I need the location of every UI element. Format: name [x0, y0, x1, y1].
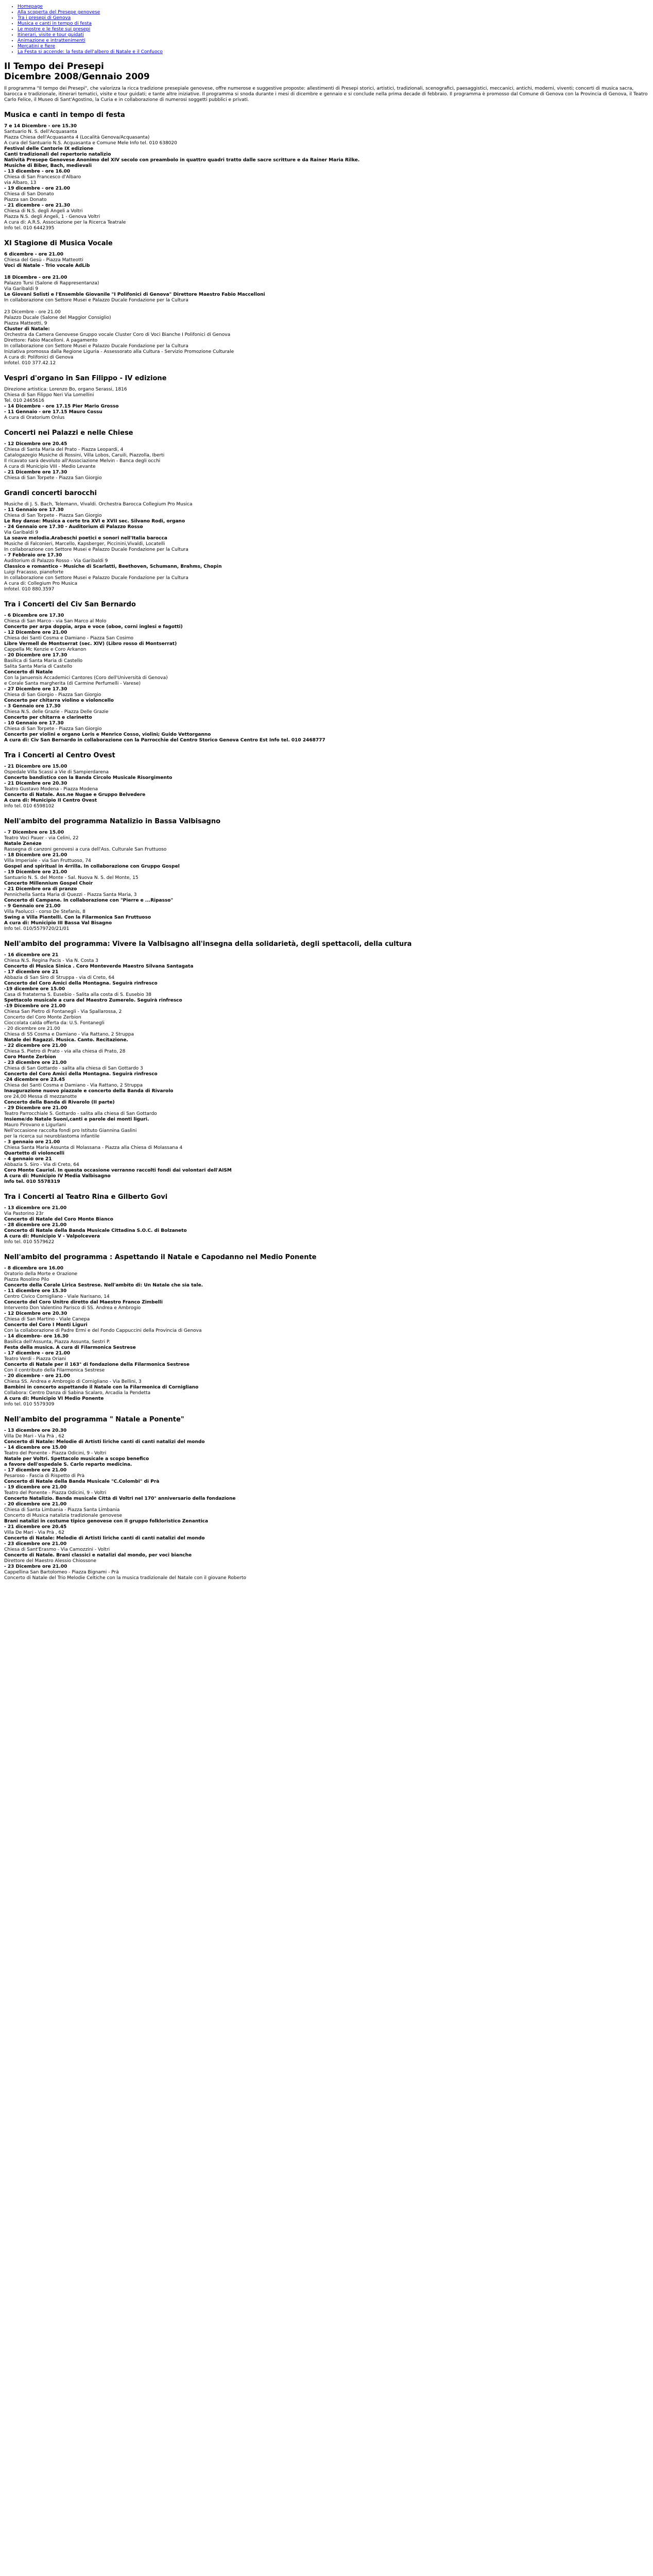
event-line: A cura di: Municipio III Bassa Val Bisagno — [4, 921, 112, 926]
event-line: A cura di: Municipio IV Media Valbisagno — [4, 1174, 111, 1179]
event-line: via Albaro, 13 — [4, 180, 37, 185]
event-line: - 21 Dicembre ore 15.00 — [4, 764, 67, 769]
event-line: Chiesa di SS Cosma e Damiano - Via Rattano, 2 Struppa — [4, 1032, 134, 1037]
event-line: Concerto di Natale per il 163° di fondazione della Filarmonica Sestrese — [4, 1362, 190, 1367]
event-line: Info tel. 010 6442395 — [4, 226, 55, 231]
nav-link[interactable]: Musica e canti in tempo di festa — [18, 21, 92, 26]
event-line: Infotel. 010 377.42.12 — [4, 361, 56, 366]
event-line: Concerto per violini e organo Loris e Menrico Cosso, violini; Guido Vettorganno — [4, 732, 211, 737]
event-line: Chiesa SS. Andrea e Ambrogio di Cornigliano - Via Bellini, 3 — [4, 1379, 142, 1384]
event-line: Musiche di J. S. Bach, Telemann, Vivaldi. Orchestra Barocca Collegium Pro Musica — [4, 502, 193, 507]
event-line: Cappellina San Bartolomeo - Piazza Bignami - Prà — [4, 1570, 119, 1575]
event-line: - 13 dicembre ore 20.30 — [4, 1428, 67, 1433]
section-heading: Tra i Concerti al Teatro Rina e Gilberto Govi — [4, 1193, 168, 1201]
event-block — [4, 1206, 649, 1245]
nav-item — [18, 38, 649, 44]
nav-link[interactable]: Itinerari, visite e tour guidati — [18, 32, 84, 38]
event-line: Cioccolata calda offerta da: U.S. Fontanegli — [4, 1021, 105, 1026]
event-line: In collaborazione con Settore Musei e Palazzo Ducale Fondazione per la Cultura — [4, 575, 188, 581]
event-line: Chiesa di N.S. degli Angeli a Voltri — [4, 209, 83, 214]
section-heading: Grandi concerti barocchi — [4, 489, 97, 497]
event-line: Coro Monte Zerbion — [4, 1055, 56, 1060]
event-line: Collabora: Centro Danza di Sabina Scalaro, Arcadia la Pendetta — [4, 1391, 151, 1396]
event-line: Teatro Verdi - Piazza Oriani — [4, 1357, 66, 1362]
nav-item — [18, 10, 649, 15]
event-line: Concerto di Natale: Melodie di Artisti liriche canti di canti natalizi del mondo — [4, 1536, 205, 1541]
event-block — [4, 613, 649, 743]
event-line: - 8 dicembre ore 16.00 — [4, 1266, 64, 1271]
event-line: 18 Dicembre - ore 21.00 — [4, 275, 67, 280]
event-line: Direzione artistica: Lorenzo Bo, organo Serassi, 1816 — [4, 387, 127, 392]
event-line: Concerto Natalizio. Banda musicale Città di Voltri nel 170° anniversario della fondazione — [4, 1496, 236, 1501]
event-line: Voci di Natale - Trio vocale AdLib — [4, 263, 90, 268]
event-line: Catalogazegio Musiche di Rossini, Villa Lobos, Caruili, Piazzolla, Iberti — [4, 453, 165, 458]
event-line: - 11 Gennaio - ore 17.15 Mauro Cossu — [4, 410, 102, 415]
event-line: Piazza Matteotti, 9 — [4, 321, 47, 326]
event-line: Inaugurazione nuovo piazzale e concerto della Banda di Rivarolo — [4, 1089, 174, 1094]
event-line: Concerto della Corale Lirica Sestrese. Nell'ambito di: Un Natale che sia tale. — [4, 1283, 203, 1288]
event-line: Con la collaborazione di Padre Ermi e del Fondo Cappuccini della Provincia di Genova — [4, 1328, 202, 1333]
event-line: Intervento Don Valentino Parisco di SS. Andrea e Ambrogio — [4, 1306, 141, 1311]
event-line: Concerto del Coro Unitre diretto dal Maestro Franco Zimbelli — [4, 1300, 163, 1305]
event-line: Cluster di Natale: — [4, 327, 50, 332]
event-line: Piazza Rosolino Pilo — [4, 1277, 49, 1282]
event-line: Iniziativa promossa dalla Regione Liguria - Assessorato alla Cultura - Servizio Promozione Culturale — [4, 349, 234, 354]
event-line: per la ricerca sui neuroblastoma infantile — [4, 1134, 100, 1139]
event-line: La soave melodia.Arabeschi poetici e sonori nell'Italia barocca — [4, 536, 167, 541]
section-heading: Nell'ambito del programma " Natale a Ponente" — [4, 1416, 184, 1423]
top-navigation — [4, 4, 649, 55]
event-line: Concerto bandistico con la Banda Circolo Musicale Risorgimento — [4, 775, 173, 781]
event-line: ore 24,00 Messa di mezzanotte — [4, 1094, 77, 1099]
event-line: - 19 dicembre - ore 21.00 — [4, 186, 71, 191]
event-line: - 16 dicembre ore 21 — [4, 953, 59, 958]
event-line: - 29 Dicembre ore 21.00 — [4, 1106, 67, 1111]
event-line: - 17 dicembre ore 21 — [4, 970, 59, 975]
event-line: - 4 gennaio ore 21 — [4, 1157, 52, 1162]
event-line: Villa De Mari - Via Prà , 62 — [4, 1434, 64, 1439]
event-line: - 21 Dicembre ore 17.30 — [4, 470, 67, 475]
event-line: Insieme/do Natale Suoni,canti e parole dei monti liguri. — [4, 1117, 149, 1122]
section-heading: Concerti nei Palazzi e nelle Chiese — [4, 429, 133, 437]
event-line: Con il contributo della Filarmonica Sestrese — [4, 1368, 105, 1373]
event-line: - 14 Dicembre - ore 17.15 Pier Mario Grosso — [4, 404, 119, 409]
event-line: - 3 Gennaio ore 17.30 — [4, 704, 61, 709]
event-block — [4, 275, 649, 303]
event-line: Chiesa di San Torpete - Piazza San Giorgio — [4, 726, 102, 732]
event-line: Oratorio della Morte e Orazione — [4, 1272, 78, 1277]
event-line: - 27 Dicembre ore 17.30 — [4, 687, 67, 692]
event-line: Rassegna di canzoni genovesi a cura dell'Ass. Culturale San Fruttuoso — [4, 847, 167, 852]
event-line: A cura di: Municipio VI Medio Ponente — [4, 1396, 104, 1401]
event-line: - 20 dicembre ore 21.00 — [4, 1026, 60, 1031]
nav-link[interactable]: Animazione e intrattenimenti — [18, 38, 85, 43]
nav-link[interactable]: Mercatini e fiere — [18, 44, 56, 49]
event-line: Chiesa di San Torpete - Piazza San Giorgio — [4, 513, 102, 518]
event-line: Concerto per chitarra violino e violoncello — [4, 698, 114, 703]
event-line: Concerto di Natale — [4, 670, 53, 675]
event-line: Gospel and spiritual in 4rrilla. In collaborazione con Gruppo Gospel — [4, 864, 180, 869]
event-block — [4, 764, 649, 809]
event-line: Salita Santa Maria di Castello — [4, 664, 72, 669]
event-line: Via Garibaldi 9 — [4, 530, 39, 535]
event-line: A cura di: Municipio V - Valpolcevera — [4, 1234, 100, 1239]
event-line: Info tel. 010/5579720/21/01 — [4, 926, 70, 931]
nav-link[interactable]: Homepage — [18, 4, 43, 9]
event-block — [4, 442, 649, 481]
event-line: Concerto per arpa doppia, arpa e voce (oboe, corni inglesi e fagotti) — [4, 624, 183, 630]
event-line: Concerto Millennium Gospel Choir — [4, 881, 93, 886]
event-line: Centro Civico Cornigliano - Viale Narisano, 14 — [4, 1294, 110, 1299]
event-line: A cura di: Polifonici di Genova — [4, 355, 74, 360]
event-line: Chiesa di San Francesco d'Albaro — [4, 175, 81, 180]
event-line: - 7 Febbraio ore 17.30 — [4, 553, 62, 558]
event-line: - 23 dicembre ore 21.00 — [4, 1060, 67, 1065]
nav-link[interactable]: Tra i presepi di Genova — [18, 15, 71, 21]
event-line: -24 dicembre ore 23.45 — [4, 1077, 65, 1082]
event-line: Le Giovani Solisti e l'Ensemble Giovanile "I Polifonici di Genova" Direttore Maestro Fabio Maccelloni — [4, 292, 265, 297]
event-line: Chiesa dei Santi Cosma e Damiano - Piazza San Cosimo — [4, 636, 134, 641]
event-line: Concerto di Campane. In collaborazione con "Pierre e ...Ripasso" — [4, 898, 174, 903]
event-line: 6 dicembre - ore 21.00 — [4, 252, 64, 257]
event-line: 23 Dicembre - ore 21.00 — [4, 310, 61, 315]
section-heading: Vespri d'organo in San Filippo - IV edizione — [4, 375, 167, 382]
event-line: Natale Zenéze — [4, 841, 42, 846]
event-line: Chiesa di San Gottardo - salita alla chiesa di San Gottardo 3 — [4, 1066, 143, 1071]
event-line: Chiesa di Sant'Erasmo - Via Camozzini - Voltri — [4, 1547, 110, 1552]
event-line: Concerto di Musica Sinica . Coro Monteverde Maestro Silvana Santagata — [4, 964, 194, 969]
event-line: - 28 dicembre ore 21.00 — [4, 1223, 67, 1228]
event-line: Abbazia S. Siro - Via di Creto, 64 — [4, 1162, 79, 1167]
event-line: - 3 gennaio ore 21.00 — [4, 1140, 60, 1145]
nav-link[interactable]: La Festa si accende: la festa dell'albero di Natale e il Confuoco — [18, 49, 163, 55]
event-line: Nell'occasione raccolta fondi pro Istituto Giannina Gaslini — [4, 1128, 137, 1133]
event-line: Canti tradizionali del repertorio natalizio — [4, 152, 111, 157]
event-line: a favore dell'ospedale S. Carlo reparto medicina. — [4, 1462, 132, 1467]
event-line: Casa di frataterna S. Eusebio - Salita alla costa di S. Eusebio 38 — [4, 992, 152, 997]
event-line: - 13 dicembre ore 21.00 — [4, 1206, 67, 1211]
event-line: Luigi Fracasso, pianoforte — [4, 570, 64, 575]
event-line: Chiesa di Santa Limbania - Piazza Santa Limbania — [4, 1507, 120, 1513]
event-line: - 7 Dicembre ore 15.00 — [4, 830, 64, 835]
event-line: Teatro del Ponente - Piazza Odicini, 9 - Voltri — [4, 1451, 107, 1456]
event-line: Teatro Parrocchiale S. Gottardo - salita alla chiesa di San Gottardo — [4, 1111, 157, 1116]
section-heading: Tra i Concerti del Civ San Bernardo — [4, 601, 136, 608]
event-line: Teatro Voci Pauer - via Celini, 22 — [4, 836, 79, 841]
event-line: Concerto di Natale della Banda Musicale Cittadina S.O.C. di Bolzaneto — [4, 1228, 187, 1233]
event-line: Via Garibaldi 9 — [4, 286, 39, 292]
section-heading: Musica e canti in tempo di festa — [4, 111, 125, 119]
event-line: Chiesa del Gesù - Piazza Matteotti — [4, 258, 83, 263]
event-line: Concerto per chitarra e clarinetto — [4, 715, 92, 720]
event-line: Swing a Villa Piantelli. Con la Filarmonica San Fruttuoso — [4, 915, 151, 920]
event-line: A cura del Santuario N.S. Acquasanta e Comune Mele Info tel. 010 638020 — [4, 141, 177, 146]
nav-item — [18, 32, 649, 38]
event-line: Direttore del Maestro Alessio Chiossone — [4, 1558, 97, 1564]
event-line: Cappella Mc Kenzie e Coro Arkanon — [4, 647, 87, 652]
section-heading: Nell'ambito del programma: Vivere la Valbisagno all'insegna della solidarietà, degli spettacoli, della cultura — [4, 940, 412, 948]
event-line: Chiesa di San Donato — [4, 192, 54, 197]
event-block — [4, 953, 649, 1185]
event-line: Palazzo Ducale (Salone del Maggior Consiglio) — [4, 315, 111, 320]
event-line: Concerto di Natale del Coro Monte Bianco — [4, 1217, 113, 1222]
event-line: Basilica dell'Assunta, Piazza Assunta, Sestri P. — [4, 1340, 110, 1345]
event-line: Mauro Pirovano e Ligurlani — [4, 1123, 66, 1128]
event-line: - 21 dicembre - ore 21.30 — [4, 203, 71, 208]
event-block — [4, 252, 649, 269]
nav-item — [18, 27, 649, 32]
nav-item — [18, 44, 649, 49]
nav-item — [18, 49, 649, 55]
nav-item — [18, 4, 649, 10]
event-line: - 18 Dicembre ore 21.00 — [4, 853, 67, 858]
section-heading: XI Stagione di Musica Vocale — [4, 240, 113, 247]
event-line: Festival delle Cantorie IX edizione — [4, 146, 94, 151]
event-line: A cura di Municipio VIII - Medio Levante — [4, 464, 96, 469]
event-line: Il ricavato sarà devoluto all'Associazione Melvin - Banca degli occhi — [4, 459, 161, 464]
event-line: Ospedale Villa Scassi a Vie di Sampierdarena — [4, 770, 109, 775]
event-block — [4, 502, 649, 592]
event-line: Concerto del Coro I Monti Liguri — [4, 1323, 88, 1328]
event-line: Chiesa S. Pietro di Prato - via alla chiesa di Prato, 28 — [4, 1049, 126, 1054]
event-line: Abbazia di San Siro di Struppa - via di Creto, 64 — [4, 975, 115, 980]
event-line: Villa Imperiale - via San Fruttuoso, 74 — [4, 858, 91, 863]
event-block — [4, 1428, 649, 1581]
event-line: -19 Dicembre ore 21.00 — [4, 1004, 66, 1009]
event-line: Direttore: Fabio Macelloni. A pagamento — [4, 338, 98, 343]
event-line: Concerto della Banda di Rivarolo (II parte) — [4, 1100, 115, 1105]
event-line: Infotel. 010 880.3597 — [4, 587, 55, 592]
event-line: Chiesa San Pietro di Fontanegli - Via Spallarossa, 2 — [4, 1009, 122, 1014]
event-line: - 19 Dicembre ore 21.00 — [4, 870, 67, 875]
event-line: A cura di: Civ San Bernardo in collaborazione con la Parrocchie del Centro Storico Genova Centro Est Info tel. 010 2468777 — [4, 738, 325, 743]
event-line: Santuario N. S. del Monte - Sal. Nuova N. S. del Monte, 15 — [4, 875, 139, 880]
event-line: Chiesa N.S. Regina Pacis - Via N. Costa 3 — [4, 958, 98, 963]
event-line: Santuario N. S. dell'Acquasanta — [4, 129, 77, 134]
event-line: - 23 Dicembre ore 21.00 — [4, 1564, 67, 1569]
event-line: A cura di: Collegium Pro Musica — [4, 581, 77, 586]
event-line: - 24 Gennaio ore 17.30 - Auditorium di Palazzo Rosso — [4, 524, 143, 530]
event-line: Chiesa N.S. delle Grazie - Piazza Delle Grazie — [4, 709, 109, 715]
event-line: Concerto del Coro Amici della Montagna. Seguirà rinfresco — [4, 981, 158, 986]
event-line: Chiesa di San Filippo Neri Via Lomellini — [4, 393, 94, 398]
event-block — [4, 830, 649, 932]
event-line: Piazza N.S. degli Angeli, 1 - Genova Voltri — [4, 214, 100, 219]
event-line: A cura di: A.R.S. Associazione per la Ricerca Teatrale — [4, 220, 126, 225]
nav-link[interactable]: Alla scoperta del Presepe genovese — [18, 10, 100, 15]
event-line: Villa De Mari - Via Prà , 62 — [4, 1530, 64, 1535]
event-line: Le Roy danse: Musica a corte tra XVI e XVII sec. Silvano Rodi, organo — [4, 519, 185, 524]
event-block — [4, 387, 649, 421]
event-line: - 9 Gennaio ore 21.00 — [4, 904, 61, 909]
event-line: Pennichella Santa Maria di Quezzi - Piazza Santa Maria, 3 — [4, 892, 137, 897]
event-line: Concerto di Natale del Trio Melodie Celtiche con la musica tradizionale del Natale con il giovane Roberto — [4, 1575, 246, 1581]
event-line: Musiche di Falconieri, Marcello, Kapsberger, Piccinini,Vivaldi, Locatelli — [4, 541, 165, 547]
event-line: - 14 dicembre ore 15.00 — [4, 1445, 67, 1450]
event-line: - 21 Dicembre ora di pranzo — [4, 887, 77, 892]
event-line: Info tel. 010 5579309 — [4, 1402, 55, 1407]
event-line: Coro Monte Cauriol. In questa occasione verranno raccolti fondi dai volontari dell'AISM — [4, 1168, 232, 1173]
event-line: - 12 Dicembre ore 20.30 — [4, 1311, 67, 1316]
event-line: A cura di: Municipio II Centro Ovest — [4, 798, 97, 803]
event-line: Chiesa dei Santi Cosma e Damiano - Via Rattano, 2 Struppa — [4, 1083, 143, 1088]
section-heading: Nell'ambito del programma : Aspettando il Natale e Capodanno nel Medio Ponente — [4, 1253, 317, 1261]
event-line: Teatro del Ponente - Piazza Odicini, 9 - Voltri — [4, 1490, 107, 1496]
event-line: Palazzo Tursi (Salone di Rappresentanza) — [4, 281, 99, 286]
event-line: Pesaroso - Fascia di Rispetto di Prà — [4, 1473, 85, 1479]
event-line: Orchestra da Camera Genovese Gruppo vocale Cluster Coro di Voci Bianche I Polifonici di Genova — [4, 332, 231, 337]
event-line: - 21 Dicembre ore 20.30 — [4, 781, 67, 786]
event-line: Libre Vermell de Montserrat (sec. XIV) (Libro rosso di Montserrat) — [4, 641, 177, 647]
event-line: Teatro Gustavo Modena - Piazza Modena — [4, 787, 98, 792]
event-line: Villa Paolucci - corso De Stefanis, 8 — [4, 909, 85, 914]
event-line: Chiesa di San Giorgio - Piazza San Giorgio — [4, 692, 101, 698]
title-line-1: Il Tempo dei Presepi — [4, 61, 104, 72]
event-line: Concerto di Natale della Banda Musicale "C.Colombi" di Prà — [4, 1479, 160, 1484]
sections-container — [4, 111, 649, 1581]
event-line: - 19 dicembre ore 21.00 — [4, 1485, 67, 1490]
event-line: Concerto del Coro Monte Zerbion — [4, 1015, 81, 1020]
event-line: - 10 Gennaio ore 17.30 — [4, 721, 64, 726]
nav-item — [18, 21, 649, 27]
event-line: In collaborazione con Settore Musei e Palazzo Ducale Fondazione per la Cultura — [4, 298, 188, 303]
event-line: Natale dei Ragazzi. Musica. Canto. Recitazione. — [4, 1038, 128, 1043]
event-line: Concerto di Musica natalizia tradizionale genovese — [4, 1513, 122, 1518]
event-line: Concerto di Natale. Ass.ne Nugae e Gruppo Belvedere — [4, 792, 146, 798]
event-line: Piazza Chiesa dell'Acquasanta 4 (Località Genova/Acquasanta) — [4, 135, 150, 140]
event-line: - 20 dicembre - ore 21.00 — [4, 1374, 71, 1379]
intro-paragraph: Il programma "Il tempo dei Presepi", che valorizza la ricca tradizione presepiale genovese, offre numerose e suggestive proposte: allestimenti di Presepi storici, artistici, tradizionali, scenografici, paesaggistici, meccanici, antichi, moderni, viventi; concerti di musica sacra, barocca e tradizionale, itinerari tematici, visite e tour guidati; e tante altre iniziative. Il programma si snoda durante i mesi di dicembre e gennaio e si conclude nella prima decade di febbraio. Il programma è promosso dal Comune di Genova con la Provincia di Genova, il Teatro Carlo Felice, il Museo di Sant'Agostino, la Curia e in collaborazione di numerosi soggetti pubblici e privati. — [4, 86, 648, 103]
event-line: Basilica di Santa Maria di Castello — [4, 658, 83, 664]
event-line: Festa della musica. A cura di Filarmonica Sestrese — [4, 1345, 136, 1350]
event-line: Via Pastorino 23r — [4, 1211, 44, 1216]
event-line: Musiche di Biber, Bach, medievali — [4, 163, 92, 168]
event-line: - 14 dicembre- ore 16.30 — [4, 1334, 69, 1339]
event-line: Info tel. 010 6598102 — [4, 804, 55, 809]
event-line: - 17 dicembre - ore 21.00 — [4, 1351, 71, 1356]
event-line: - 17 dicembre ore 21.00 — [4, 1468, 67, 1473]
event-line: Concerto di Natale. Brani classici e natalizi dal mondo, per voci bianche — [4, 1553, 192, 1558]
event-line: - 13 dicembre - ore 16.00 — [4, 169, 71, 174]
event-line: Spettacolo musicale a cura del Maestro Zumerelo. Seguirà rinfresco — [4, 998, 182, 1003]
event-line: Chiesa di San Martino - Viale Canepa — [4, 1317, 90, 1322]
event-line: Chiesa di Santa Maria del Prato - Piazza Leopardi, 4 — [4, 447, 124, 452]
event-line: - 11 dicembre ore 15.30 — [4, 1289, 67, 1294]
event-line: Info tel. 010 5579622 — [4, 1240, 55, 1245]
event-line: Auditorium di Palazzo Rosso - Via Garibaldi 9 — [4, 558, 108, 564]
event-block — [4, 1266, 649, 1408]
event-line: - 20 Dicembre ore 17.30 — [4, 653, 67, 658]
event-line: Quartetto di violoncelli — [4, 1151, 65, 1156]
nav-link[interactable]: Le mostre e le feste sui presepi — [18, 27, 91, 32]
event-line: Info tel. 010 5578319 — [4, 1179, 60, 1184]
event-block — [4, 124, 649, 231]
event-line: - 21 dicembre ore 20.45 — [4, 1524, 67, 1530]
event-line: Brani natalizi in costume tipico genovese con il gruppo folkloristico Zenantica — [4, 1519, 209, 1524]
event-line: - 20 dicembre ore 21.00 — [4, 1502, 67, 1507]
event-line: Concerto di Natale: Melodie di Artisti liriche canti di canti natalizi del mondo — [4, 1439, 205, 1445]
event-line: - 22 dicembre ore 21.00 — [4, 1043, 67, 1048]
event-line: Chiesa di San Torpete - Piazza San Giorgio — [4, 476, 102, 481]
event-line: -19 dicembre ore 15.00 — [4, 987, 65, 992]
event-line: 7 e 14 Dicembre - ore 15.30 — [4, 124, 77, 129]
event-line: Classico e romantico - Musiche di Scarlatti, Beethoven, Schumann, Brahms, Chopin — [4, 564, 222, 569]
event-line: Chiesa di San Marco - via San Marco al Molo — [4, 619, 107, 624]
event-line: In collaborazione con Settore Musei e Palazzo Ducale Fondazione per la Cultura — [4, 547, 188, 552]
event-line: In collaborazione con Settore Musei e Palazzo Ducale Fondazione per la Cultura — [4, 344, 188, 349]
event-line: Piazza san Donato — [4, 197, 47, 202]
event-line: Chiesa Santa Maria Assunta di Molassana - Piazza alla Chiesa di Molassana 4 — [4, 1145, 183, 1150]
event-line: Bambini in concerto aspettando il Natale con la Filarmonica di Cornigliano — [4, 1385, 199, 1390]
section-heading: Nell'ambito del programma Natalizio in Bassa Valbisagno — [4, 818, 221, 825]
event-line: - 23 dicembre ore 21.00 — [4, 1541, 67, 1547]
nav-item — [18, 15, 649, 21]
title-line-2: Dicembre 2008/Gennaio 2009 — [4, 72, 150, 82]
event-line: Natale per Voltri. Spettacolo musicale a scopo benefico — [4, 1456, 149, 1462]
event-line: Con la Januensis Accademici Cantores (Coro dell'Università di Genova) — [4, 675, 168, 681]
event-block — [4, 310, 649, 366]
event-line: - 11 Gennaio ore 17.30 — [4, 507, 64, 513]
event-line: Natività Presepe Genovese Anonimo del XIV secolo con preambolo in quattro quadri tratto dalle sacre scritture e da Rainer Maria Rilke. — [4, 158, 360, 163]
page-title — [4, 61, 649, 82]
event-line: A cura di Oratorium Onlus — [4, 415, 65, 420]
page — [0, 4, 653, 1581]
event-line: - 12 Dicembre ore 20.45 — [4, 442, 67, 447]
event-line: Tel. 010 2465616 — [4, 398, 44, 403]
event-line: - 6 Dicembre ore 17.30 — [4, 613, 64, 618]
event-line: Concerto del Coro Amici della Montagna. Seguirà rinfresco — [4, 1072, 158, 1077]
event-line: - 12 Dicembre ore 21.00 — [4, 630, 67, 635]
event-line: e Corale Santa margherita (di Carmine Perfumelli - Varese) — [4, 681, 141, 686]
section-heading: Tra i Concerti al Centro Ovest — [4, 752, 115, 759]
